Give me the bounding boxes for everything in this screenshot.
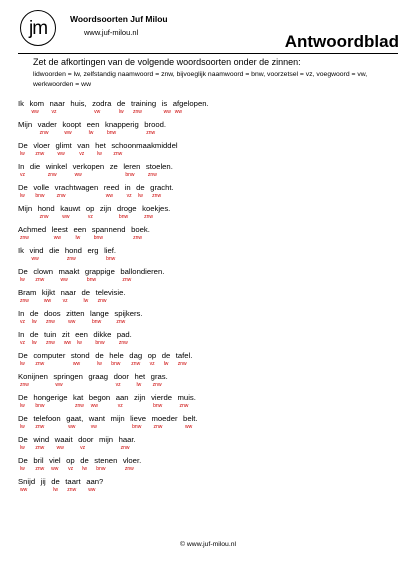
word-type-tag: lw bbox=[82, 466, 87, 472]
sentence bbox=[18, 414, 398, 435]
word-type-tag: lw bbox=[163, 361, 169, 367]
footer: © www.juf-milou.nl bbox=[180, 541, 236, 548]
word-type-tag: bnw bbox=[93, 235, 103, 241]
sentence-word: muis. bbox=[177, 393, 196, 402]
word-type-tag: znw bbox=[45, 340, 55, 346]
word-type-tag: bnw bbox=[125, 172, 135, 178]
sentence-word: pad. bbox=[116, 330, 132, 339]
word-type-tag: ww bbox=[56, 445, 64, 451]
word-type-tag: znw bbox=[124, 466, 134, 472]
word-type-tag: ww bbox=[63, 340, 72, 346]
word-type-tag: lw bbox=[20, 403, 25, 409]
sentence bbox=[18, 120, 398, 141]
sentence-word: dikke bbox=[93, 330, 112, 339]
sentence-word: zijn bbox=[99, 204, 112, 213]
word-type-tag: bnw bbox=[92, 319, 102, 325]
sentence-word: stenen bbox=[94, 456, 118, 465]
word-type-tag: vz bbox=[117, 403, 123, 409]
word-type-tag: lw bbox=[53, 487, 58, 493]
logo bbox=[20, 10, 56, 46]
word-type-tag: vz bbox=[126, 193, 132, 199]
sentence bbox=[18, 351, 398, 372]
word-type-tag: ww bbox=[60, 277, 68, 283]
word-type-tag: ww bbox=[31, 109, 39, 115]
sentence bbox=[18, 225, 398, 246]
sentence-word: de bbox=[81, 288, 91, 297]
word-type-tag: lw bbox=[20, 424, 25, 430]
word-type-tag: lw bbox=[20, 193, 25, 199]
sentence-word: Bram bbox=[18, 288, 37, 297]
word-type-tag: znw bbox=[120, 445, 130, 451]
word-type-tag: lw bbox=[20, 277, 25, 283]
sentence bbox=[18, 330, 398, 351]
sentence-word: Snijd bbox=[18, 477, 36, 486]
sentence-word: stoelen. bbox=[145, 162, 173, 171]
sentence bbox=[18, 183, 398, 204]
sentence-word: taart bbox=[65, 477, 81, 486]
word-type-tag: znw bbox=[20, 382, 29, 388]
word-type-tag: znw bbox=[153, 424, 163, 430]
word-type-tag: bnw bbox=[106, 130, 117, 136]
word-type-tag: znw bbox=[147, 172, 157, 178]
sentence-word: jij bbox=[40, 477, 46, 486]
sentence-word: door bbox=[113, 372, 129, 381]
sentence-word: vader bbox=[37, 120, 57, 129]
sentence-word: knapperig bbox=[104, 120, 139, 129]
word-type-tag: bnw bbox=[96, 466, 106, 472]
sentence-word: een bbox=[73, 225, 87, 234]
sentence bbox=[18, 309, 398, 330]
word-type-tag: lw bbox=[88, 130, 94, 136]
sentence bbox=[18, 141, 398, 162]
sentence-word: bril bbox=[33, 456, 44, 465]
word-type-tag: lw bbox=[20, 466, 25, 472]
abbreviation-legend: lidwoorden = lw, zelfstandig naamwoord = znw, bijvoeglijk naamwoord = bnw, voorzetsel = vz, voegwoord = vw, werkwoorden = ww bbox=[33, 71, 368, 88]
sentence-word: Mijn bbox=[18, 204, 33, 213]
word-type-tag: lw bbox=[136, 382, 142, 388]
sentence-word: haar. bbox=[118, 435, 136, 444]
word-type-tag: znw bbox=[20, 298, 29, 304]
word-type-tag: bnw bbox=[86, 277, 97, 283]
word-type-tag: ww bbox=[62, 214, 70, 220]
word-type-tag: bnw bbox=[35, 403, 45, 409]
sentence-word: mijn bbox=[98, 435, 114, 444]
sentence-word: in bbox=[124, 183, 131, 192]
word-type-tag: znw bbox=[35, 466, 45, 472]
word-type-tag: vz bbox=[87, 214, 93, 220]
sentence-word: springen bbox=[53, 372, 83, 381]
sentence-word: stond bbox=[70, 351, 90, 360]
sentence-word: De bbox=[18, 414, 28, 423]
sentence-word: lief. bbox=[104, 246, 117, 255]
sentence-word: In bbox=[18, 330, 25, 339]
word-type-tag: ww bbox=[68, 424, 76, 430]
sentence-word: koopt bbox=[62, 120, 82, 129]
sentence-word: die bbox=[29, 162, 41, 171]
sentence-word: Mijn bbox=[18, 120, 33, 129]
sentence bbox=[18, 456, 398, 477]
sentence-word: verkopen bbox=[72, 162, 105, 171]
word-type-tag: bnw bbox=[153, 403, 163, 409]
word-type-tag: znw bbox=[39, 130, 49, 136]
word-type-tag: ww bbox=[90, 403, 99, 409]
word-type-tag: lw bbox=[75, 235, 81, 241]
word-type-tag: lw bbox=[20, 361, 25, 367]
sentence-word: die bbox=[49, 246, 60, 255]
sentence-word: vrachtwagen bbox=[54, 183, 99, 192]
word-type-tag: znw bbox=[35, 424, 45, 430]
sentence-word: gracht. bbox=[150, 183, 174, 192]
word-type-tag: bnw bbox=[35, 193, 45, 199]
sentence-word: naar bbox=[49, 99, 65, 108]
sentence-word: boek. bbox=[131, 225, 150, 234]
word-type-tag: znw bbox=[97, 298, 107, 304]
word-type-tag: znw bbox=[146, 130, 156, 136]
sentence-word: op bbox=[85, 204, 95, 213]
word-type-tag: lw bbox=[20, 151, 25, 157]
sentence-word: Konijnen bbox=[18, 372, 48, 381]
sentence-word: ze bbox=[109, 162, 118, 171]
sentence-word: zitten bbox=[66, 309, 85, 318]
sentence-word: hond bbox=[37, 204, 55, 213]
word-type-tag: znw bbox=[152, 382, 162, 388]
sentence-word: Ik bbox=[18, 246, 24, 255]
sentence-word: kom bbox=[29, 99, 45, 108]
word-type-tag: znw bbox=[47, 172, 57, 178]
word-type-tag: znw bbox=[118, 340, 128, 346]
sentence-word: gaat, bbox=[66, 414, 84, 423]
sentence-word: zijn bbox=[134, 393, 146, 402]
word-type-tag: znw bbox=[116, 319, 126, 325]
word-type-tag: ww bbox=[64, 130, 72, 136]
sentence-word: vind bbox=[29, 246, 44, 255]
sentence-word: De bbox=[18, 435, 28, 444]
sentence-word: droge bbox=[116, 204, 137, 213]
word-type-tag: bnw bbox=[111, 361, 121, 367]
sentence-word: op bbox=[147, 351, 157, 360]
word-type-tag: vz bbox=[62, 298, 68, 304]
word-type-tag: znw bbox=[35, 277, 45, 283]
sentence-word: de bbox=[80, 456, 89, 465]
word-type-tag: znw bbox=[35, 361, 45, 367]
sentence-list bbox=[18, 99, 398, 498]
sentence-word: het bbox=[95, 141, 106, 150]
sentence-word: vloer bbox=[33, 141, 50, 150]
sentence-word: hond bbox=[64, 246, 82, 255]
sentence bbox=[18, 267, 398, 288]
word-type-tag: ww bbox=[43, 298, 52, 304]
word-type-tag: lw bbox=[118, 109, 124, 115]
sentence bbox=[18, 99, 398, 120]
word-type-tag: lw bbox=[20, 445, 25, 451]
word-type-tag: znw bbox=[20, 235, 29, 241]
word-type-tag: znw bbox=[35, 445, 45, 451]
brand-url: www.juf-milou.nl bbox=[84, 28, 139, 37]
sentence-word: De bbox=[18, 183, 28, 192]
sentence-word: mijn bbox=[110, 414, 125, 423]
sentence bbox=[18, 162, 398, 183]
sentence-word: doos bbox=[43, 309, 61, 318]
sentence-word: kijkt bbox=[41, 288, 56, 297]
word-type-tag: ww bbox=[31, 256, 39, 262]
sentence-word: tuin bbox=[43, 330, 57, 339]
word-type-tag: znw bbox=[131, 361, 141, 367]
sentence-word: huis, bbox=[70, 99, 87, 108]
word-type-tag: znw bbox=[122, 277, 132, 283]
word-type-tag: vz bbox=[20, 172, 25, 178]
sentence-word: training bbox=[130, 99, 157, 108]
sentence-word: spijkers. bbox=[114, 309, 143, 318]
word-type-tag: vw bbox=[90, 424, 97, 430]
sentence bbox=[18, 372, 398, 393]
sentence-word: vierde bbox=[151, 393, 173, 402]
word-type-tag: znw bbox=[66, 256, 76, 262]
sentence-word: brood. bbox=[144, 120, 167, 129]
word-type-tag: bnw bbox=[132, 424, 142, 430]
sentence-word: gras. bbox=[150, 372, 168, 381]
sentence bbox=[18, 246, 398, 267]
word-type-tag: lw bbox=[31, 340, 37, 346]
sentence-word: is bbox=[161, 99, 168, 108]
word-type-tag: vz bbox=[20, 340, 25, 346]
sentence-word: Achmed bbox=[18, 225, 47, 234]
word-type-tag: ww bbox=[20, 487, 28, 493]
sentence-word: lieve bbox=[130, 414, 146, 423]
sentence-word: Ik bbox=[18, 99, 24, 108]
word-type-tag: znw bbox=[177, 361, 187, 367]
word-type-tag: ww bbox=[55, 382, 63, 388]
sentence-word: de bbox=[116, 99, 126, 108]
sentence-word: op bbox=[66, 456, 75, 465]
word-type-tag: znw bbox=[113, 151, 123, 157]
sentence-word: de bbox=[136, 183, 145, 192]
word-type-tag: vz bbox=[20, 319, 25, 325]
sentence-word: van bbox=[77, 141, 90, 150]
sentence-word: computer bbox=[33, 351, 66, 360]
word-type-tag: ww bbox=[105, 193, 113, 199]
logo-text: jm bbox=[28, 17, 48, 39]
sentence-word: grappige bbox=[84, 267, 115, 276]
word-type-tag: ww bbox=[68, 319, 76, 325]
sentence-word: volle bbox=[33, 183, 50, 192]
word-type-tag: ww bbox=[185, 424, 193, 430]
sentence-word: de bbox=[95, 351, 104, 360]
sentence-word: aan bbox=[115, 393, 129, 402]
sentence-word: lange bbox=[90, 309, 109, 318]
sentence-word: de bbox=[29, 330, 39, 339]
sentence bbox=[18, 288, 398, 309]
word-type-tag: ww bbox=[72, 361, 81, 367]
sentence-word: zit bbox=[61, 330, 70, 339]
sentence-word: clown bbox=[33, 267, 53, 276]
sentence-word: De bbox=[18, 393, 28, 402]
sentence-word: leren bbox=[123, 162, 141, 171]
sentence-word: kat bbox=[73, 393, 84, 402]
sentence-word: leest bbox=[51, 225, 68, 234]
sentence-word: belt. bbox=[183, 414, 198, 423]
sentence-word: dag bbox=[129, 351, 143, 360]
sentence-word: De bbox=[18, 456, 28, 465]
word-type-tag: ww bbox=[51, 466, 59, 472]
sentence-word: kauwt bbox=[60, 204, 81, 213]
sentence-word: een bbox=[75, 330, 88, 339]
word-type-tag: vz bbox=[80, 445, 86, 451]
word-type-tag: ww bbox=[57, 151, 65, 157]
word-type-tag: znw bbox=[75, 403, 84, 409]
word-type-tag: ww bbox=[74, 172, 82, 178]
word-type-tag: lw bbox=[97, 151, 102, 157]
brand-name: Woordsoorten Juf Milou bbox=[70, 14, 168, 24]
word-type-tag: vw bbox=[94, 109, 101, 115]
word-type-tag: lw bbox=[31, 319, 37, 325]
sentence-word: koekjes. bbox=[142, 204, 171, 213]
sentence-word: hongerige bbox=[33, 393, 68, 402]
word-type-tag: znw bbox=[179, 403, 189, 409]
divider bbox=[18, 53, 398, 54]
word-type-tag: ww bbox=[53, 235, 61, 241]
sentence-word: spannend bbox=[91, 225, 126, 234]
sentence-word: aan? bbox=[86, 477, 104, 486]
word-type-tag: vz bbox=[79, 151, 85, 157]
sentence-word: een bbox=[86, 120, 100, 129]
sentence-word: de bbox=[51, 477, 60, 486]
word-type-tag: znw bbox=[133, 235, 142, 241]
word-type-tag: vz bbox=[68, 466, 74, 472]
word-type-tag: lw bbox=[83, 298, 89, 304]
sentence-word: viel bbox=[49, 456, 61, 465]
word-type-tag: znw bbox=[132, 109, 142, 115]
sentence-word: reed bbox=[103, 183, 120, 192]
sentence-word: schoonmaakmiddel bbox=[111, 141, 178, 150]
word-type-tag: lw bbox=[77, 340, 82, 346]
sentence-word: maakt bbox=[58, 267, 80, 276]
sentence-word: televisie. bbox=[95, 288, 126, 297]
sentence-word: naar bbox=[60, 288, 77, 297]
word-type-tag: vz bbox=[149, 361, 155, 367]
word-type-tag: znw bbox=[35, 151, 45, 157]
page-title: Antwoordblad bbox=[284, 32, 399, 51]
sentence bbox=[18, 204, 398, 225]
sentence-word: want bbox=[88, 414, 106, 423]
sentence-word: afgelopen. bbox=[172, 99, 209, 108]
sentence bbox=[18, 393, 398, 414]
word-type-tag: znw bbox=[144, 214, 153, 220]
sentence-word: zodra bbox=[92, 99, 112, 108]
sentence-word: waait bbox=[54, 435, 73, 444]
word-type-tag: lw bbox=[138, 193, 143, 199]
sentence-word: De bbox=[18, 141, 28, 150]
sentence-word: De bbox=[18, 267, 28, 276]
instructions-heading: Zet de afkortingen van de volgende woordsoorten onder de zinnen: bbox=[33, 57, 301, 67]
word-type-tag: znw bbox=[39, 214, 49, 220]
word-type-tag: bnw bbox=[118, 214, 129, 220]
sentence-word: In bbox=[18, 162, 25, 171]
sentence-word: moeder bbox=[151, 414, 178, 423]
sentence-word: begon bbox=[88, 393, 111, 402]
sentence-word: glimt bbox=[55, 141, 72, 150]
word-type-tag: znw bbox=[152, 193, 162, 199]
sentence-word: de bbox=[161, 351, 171, 360]
word-type-tag: bnw bbox=[106, 256, 116, 262]
sentence bbox=[18, 435, 398, 456]
word-type-tag: znw bbox=[67, 487, 77, 493]
sentence-word: erg bbox=[87, 246, 99, 255]
word-type-tag: ww bbox=[88, 487, 96, 493]
sentence-word: In bbox=[18, 309, 25, 318]
sentence-word: vloer. bbox=[122, 456, 142, 465]
sentence bbox=[18, 477, 398, 498]
sentence-word: winkel bbox=[45, 162, 68, 171]
word-type-tag: ww bbox=[174, 109, 182, 115]
sentence-word: tafel. bbox=[175, 351, 193, 360]
word-type-tag: lw bbox=[97, 361, 102, 367]
word-type-tag: bnw bbox=[95, 340, 105, 346]
word-type-tag: ww bbox=[163, 109, 171, 115]
sentence-word: door bbox=[78, 435, 94, 444]
sentence-word: graag bbox=[88, 372, 109, 381]
sentence-word: het bbox=[134, 372, 146, 381]
sentence-word: wind bbox=[33, 435, 50, 444]
word-type-tag: vz bbox=[51, 109, 57, 115]
word-type-tag: znw bbox=[56, 193, 66, 199]
word-type-tag: znw bbox=[45, 319, 55, 325]
sentence-word: de bbox=[29, 309, 39, 318]
sentence-word: De bbox=[18, 351, 28, 360]
sentence-word: hele bbox=[109, 351, 124, 360]
sentence-word: telefoon bbox=[33, 414, 61, 423]
sentence-word: ballondieren. bbox=[120, 267, 165, 276]
word-type-tag: vz bbox=[115, 382, 121, 388]
